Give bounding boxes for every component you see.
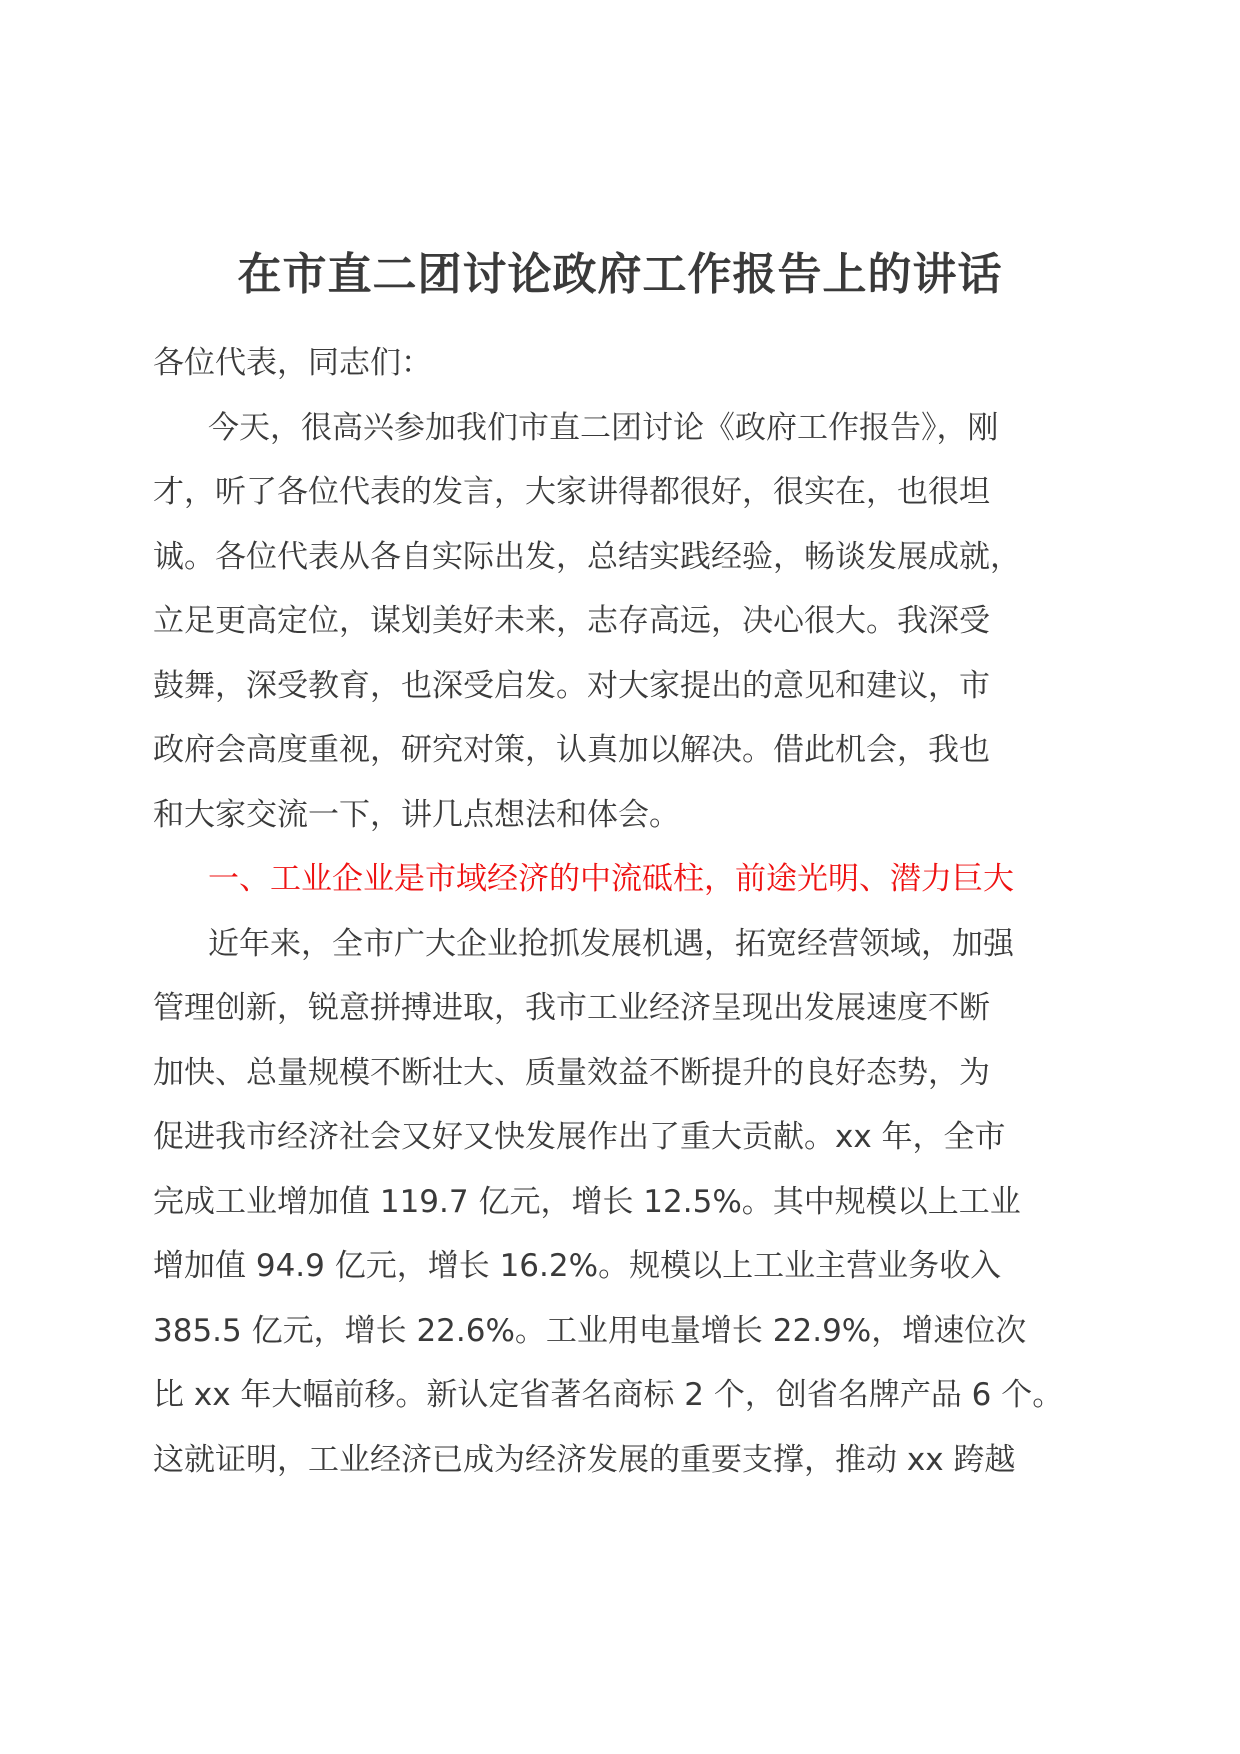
paragraph-line: 这就证明，工业经济已成为经济发展的重要支撑，推动 xx 跨越 xyxy=(153,1441,1016,1478)
paragraph-line: 立足更高定位，谋划美好未来，志存高远，决心很大。我深受 xyxy=(153,603,990,639)
paragraph-line: 才，听了各位代表的发言，大家讲得都很好，很实在，也很坦 xyxy=(153,474,990,510)
section-heading: 一、工业企业是市域经济的中流砥柱，前途光明、潜力巨大 xyxy=(208,861,1014,897)
paragraph-line: 政府会高度重视，研究对策，认真加以解决。借此机会，我也 xyxy=(153,732,990,768)
paragraph-line: 促进我市经济社会又好又快发展作出了重大贡献。xx 年，全市 xyxy=(153,1119,1006,1155)
paragraph-line: 385.5 亿元，增长 22.6%。工业用电量增长 22.9%，增速位次 xyxy=(153,1312,1027,1349)
paragraph-line: 完成工业增加值 119.7 亿元，增长 12.5%。其中规模以上工业 xyxy=(153,1183,1021,1220)
paragraph-line: 鼓舞，深受教育，也深受启发。对大家提出的意见和建议，市 xyxy=(153,667,990,704)
salutation-line: 各位代表，同志们： xyxy=(153,345,432,381)
document-title: 在市直二团讨论政府工作报告上的讲话 xyxy=(237,249,1003,300)
document-body xyxy=(153,331,1093,1492)
paragraph-line: 今天，很高兴参加我们市直二团讨论《政府工作报告》，刚 xyxy=(208,409,999,446)
paragraph-line: 近年来，全市广大企业抢抓发展机遇，拓宽经营领域，加强 xyxy=(208,925,1014,962)
paragraph-line: 增加值 94.9 亿元，增长 16.2%。规模以上工业主营业务收入 xyxy=(153,1248,1002,1284)
paragraph-line: 管理创新，锐意拼搏进取，我市工业经济呈现出发展速度不断 xyxy=(153,990,990,1026)
paragraph-line: 诚。各位代表从各自实际出发，总结实践经验，畅谈发展成就， xyxy=(153,538,1021,575)
paragraph-line: 加快、总量规模不断壮大、质量效益不断提升的良好态势，为 xyxy=(153,1054,990,1091)
paragraph-line: 和大家交流一下，讲几点想法和体会。 xyxy=(153,796,680,833)
paragraph-line: 比 xx 年大幅前移。新认定省著名商标 2 个，创省名牌产品 6 个。 xyxy=(153,1377,1064,1413)
